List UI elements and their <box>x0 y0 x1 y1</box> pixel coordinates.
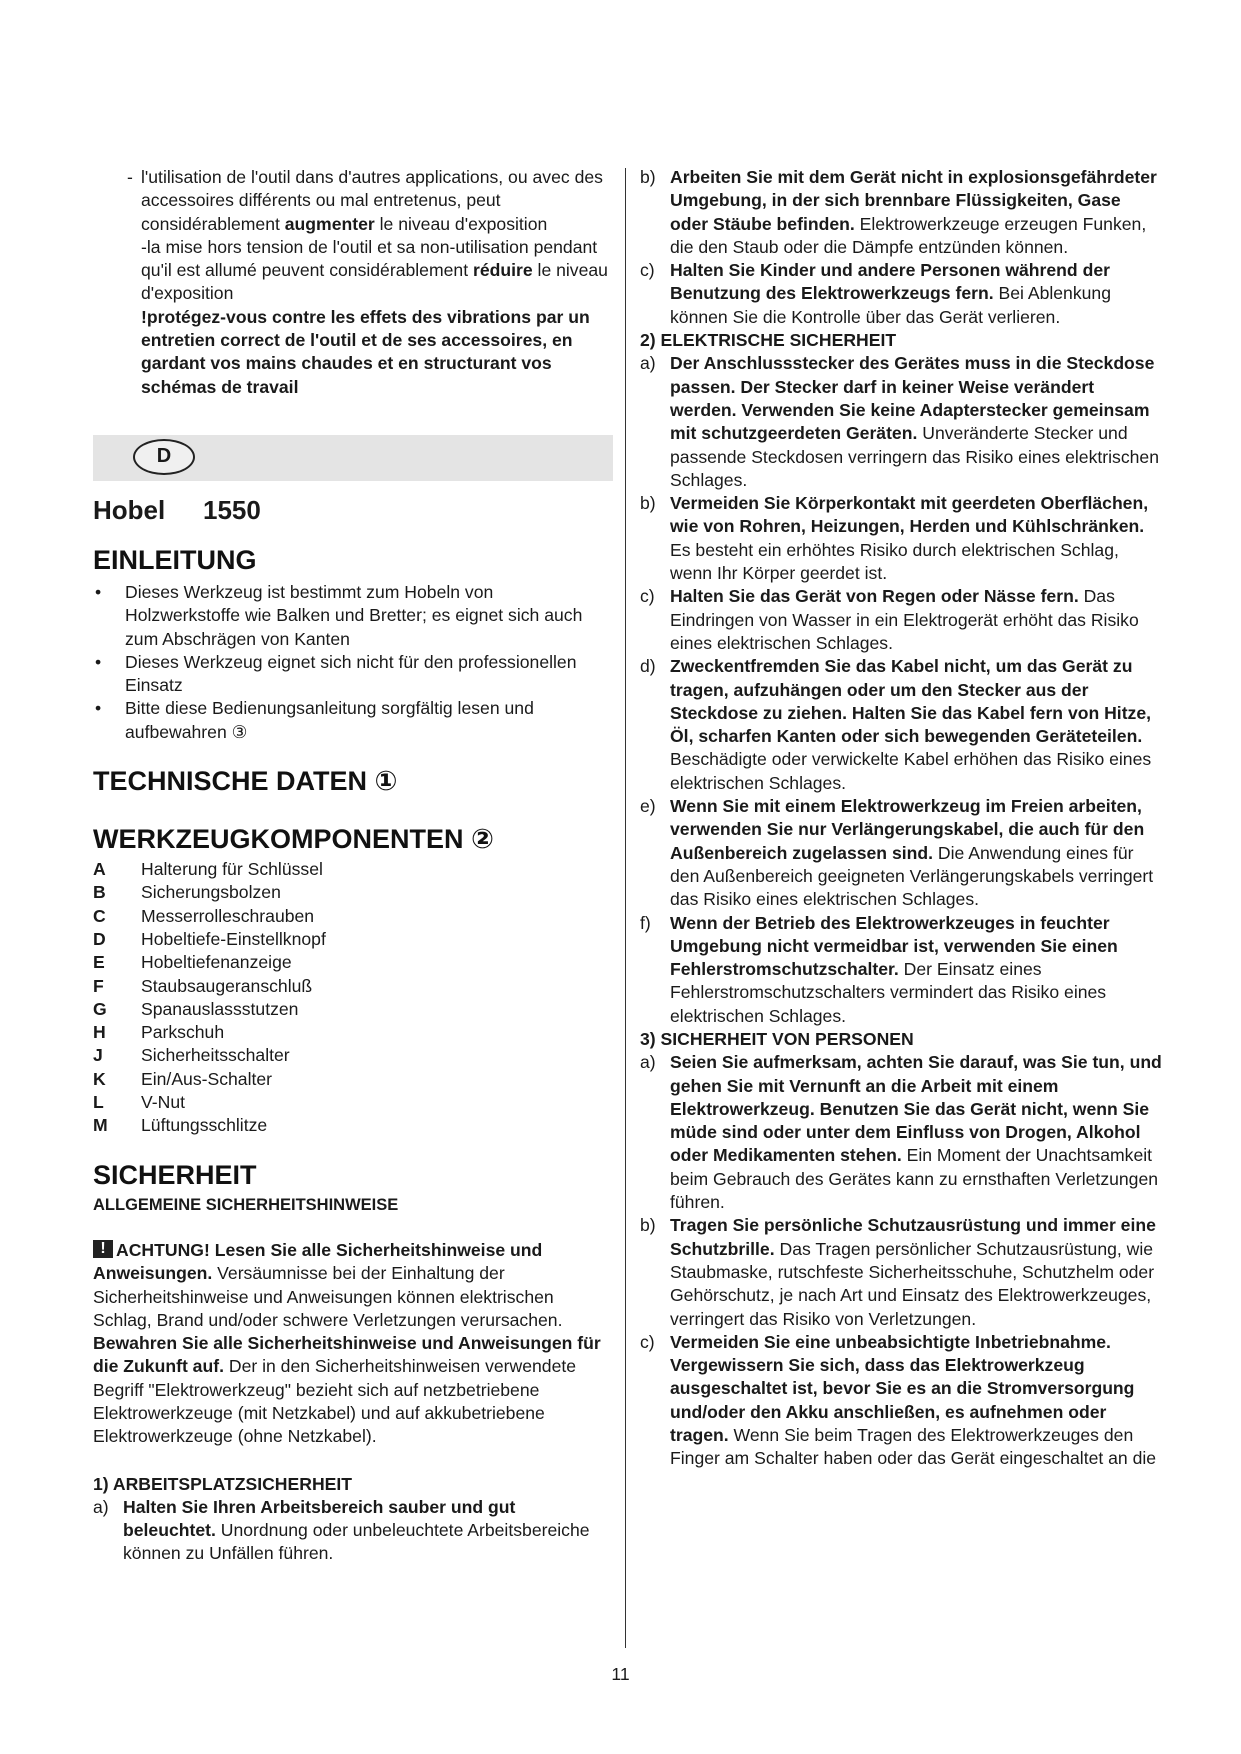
fr-protect-note: !protégez-vous contre les effets des vibrations par un entretien correct de l'outil et de ses accessoires, en gardant vos mains chaudes et en structurant vos schémas de travail <box>141 306 590 397</box>
component-label: Hobeltiefenanzeige <box>141 952 292 973</box>
item-marker: a) <box>640 1052 656 1073</box>
item-marker: b) <box>640 493 656 514</box>
component-label: Sicherungsbolzen <box>141 882 281 903</box>
warning-icon <box>93 1240 113 1258</box>
personen-title: 3) SICHERHEIT VON PERSONEN <box>640 1028 914 1049</box>
component-row <box>93 881 613 904</box>
item-marker: e) <box>640 796 656 817</box>
product-number: 1550 <box>203 494 261 525</box>
component-label: Messerrolleschrauben <box>141 905 315 926</box>
component-row <box>93 928 613 951</box>
component-label: Hobeltiefe-Einstellknopf <box>141 928 326 949</box>
safety-item: c) Halten Sie Kinder und andere Personen während der Benutzung des Elektrowerkzeugs fern. Bei Ablenkung können Sie die Kontrolle über das Gerät verlieren. <box>640 260 1111 327</box>
safety-item: b) Tragen Sie persönliche Schutzausrüstung und immer eine Schutzbrille. Das Tragen persönlicher Schutzausrüstung, wie Staubmaske, rutschfeste Sicherheitsschuhe, Schutzhelm oder Gehörschutz, je nach Art und Einsatz des Elektrowerkzeuges, verringert das Risiko von Verletzungen. <box>640 1215 1156 1329</box>
component-key: J <box>93 1045 103 1066</box>
components-list <box>93 858 613 1138</box>
achtung-paragraph: !ACHTUNG! Lesen Sie alle Sicherheitshinweise und Anweisungen. Versäumnisse bei der Einhaltung der Sicherheitshinweise und Anweisungen können elektrischen Schlag, Brand und/oder schwere Verletzungen verursachen. Bewahren Sie alle Sicherheitshinweise und Anweisungen für die Zukunft auf. Der in den Sicherheitshinweisen verwendete Begriff "Elektrowerkzeug" bezieht sich auf netzbetriebene Elektrowerkzeuge (mit Netzkabel) und auf akkubetriebene Elektrowerkzeuge (ohne Netzkabel). <box>93 1239 613 1449</box>
component-row <box>93 905 613 928</box>
safety-item: f) Wenn der Betrieb des Elektrowerkzeuges in feuchter Umgebung nicht vermeidbar ist, verwenden Sie einen Fehlerstromschutzschalter. Der Einsatz eines Fehlerstromschutzschalters vermindert das Risiko eines elektrischen Schlages. <box>640 912 1118 1026</box>
component-key: B <box>93 882 106 903</box>
component-label: Lüftungsschlitze <box>141 1115 268 1136</box>
component-row <box>93 1114 613 1137</box>
safety-item: c) Halten Sie das Gerät von Regen oder Nässe fern. Das Eindringen von Wasser in ein Elektrogerät erhöht das Risiko eines elektrischen Schlages. <box>640 586 1139 653</box>
einleitung-item: • Dieses Werkzeug ist bestimmt zum Hobeln von Holzwerkstoffe wie Balken und Bretter; es eignet sich auch zum Abschrägen von Kanten <box>95 581 583 649</box>
component-row <box>93 1068 613 1091</box>
component-row <box>93 1044 613 1067</box>
component-key: E <box>93 952 105 973</box>
component-row <box>93 998 613 1021</box>
elektrisch-title: 2) ELEKTRISCHE SICHERHEIT <box>640 330 897 351</box>
left-column <box>93 166 613 1566</box>
product-title <box>93 493 613 527</box>
fr-dash-item-1: - l'utilisation de l'outil dans d'autres applications, ou avec des accessoires différents ou mal entretenus, peut considérablement augmenter le niveau d'exposition <box>127 167 603 234</box>
item-marker: a) <box>640 353 656 374</box>
component-key: H <box>93 1022 106 1043</box>
personen-items <box>640 1051 1162 1470</box>
component-key: G <box>93 998 107 1019</box>
component-key: A <box>93 859 106 880</box>
component-label: Staubsaugeranschluß <box>141 975 313 996</box>
item-marker: c) <box>640 586 655 607</box>
item-marker: b) <box>640 167 656 187</box>
item-marker: c) <box>640 260 655 281</box>
component-label: V-Nut <box>141 1092 186 1113</box>
item-marker: f) <box>640 912 651 933</box>
component-label: Ein/Aus-Schalter <box>141 1068 273 1089</box>
einleitung-title: EINLEITUNG <box>93 544 257 575</box>
component-row <box>93 951 613 974</box>
einleitung-item: • Bitte diese Bedienungsanleitung sorgfältig lesen und aufbewahren ③ <box>95 698 534 742</box>
language-badge: D <box>133 439 195 475</box>
component-label: Halterung für Schlüssel <box>141 859 323 880</box>
product-name: Hobel <box>93 494 166 525</box>
safety-item: b) Vermeiden Sie Körperkontakt mit geerdeten Oberflächen, wie von Rohren, Heizungen, Herden und Kühlschränken. Es besteht ein erhöhtes Risiko durch elektrischen Schlag, wenn Ihr Körper geerdet ist. <box>640 493 1149 584</box>
component-key: M <box>93 1115 108 1136</box>
component-key: D <box>93 928 106 949</box>
safety-item: d) Zweckentfremden Sie das Kabel nicht, um das Gerät zu tragen, aufzuhängen oder um den Stecker aus der Steckdose zu ziehen. Halten Sie das Kabel fern von Hitze, Öl, scharfen Kanten oder sich bewegenden Geräteteilen. Beschädigte oder verwickelte Kabel erhöhen das Risiko eines elektrischen Schlages. <box>640 656 1152 793</box>
page-number: 11 <box>611 1664 630 1684</box>
elektrisch-items <box>640 352 1162 1028</box>
item-marker: c) <box>640 1331 655 1352</box>
sicherheit-title: SICHERHEIT <box>93 1159 257 1190</box>
component-key: F <box>93 975 104 996</box>
column-divider <box>625 168 626 1648</box>
language-bar <box>93 435 613 481</box>
safety-item: c) Vermeiden Sie eine unbeabsichtigte Inbetriebnahme. Vergewissern Sie sich, dass das Elektrowerkzeug ausgeschaltet ist, bevor Sie es an die Stromversorgung und/oder den Akku anschließen, es aufnehmen oder tragen. Wenn Sie beim Tragen des Elektrowerkzeuges den Finger am Schalter haben oder das Gerät eingeschaltet an die <box>640 1331 1157 1469</box>
arbeitsplatz-title: 1) ARBEITSPLATZSICHERHEIT <box>93 1473 353 1494</box>
component-row <box>93 858 613 881</box>
components-title: WERKZEUGKOMPONENTEN ② <box>93 824 494 855</box>
safety-item: a) Seien Sie aufmerksam, achten Sie darauf, was Sie tun, und gehen Sie mit Vernunft an die Arbeit mit einem Elektrowerkzeug. Benutzen Sie das Gerät nicht, wenn Sie müde sind oder unter dem Einfluss von Drogen, Alkohol oder Medikamenten stehen. Ein Moment der Unachtsamkeit beim Gebrauch des Gerätes kann zu ernsthaften Verletzungen führen. <box>640 1052 1162 1213</box>
right-column <box>640 166 1162 1471</box>
item-marker: d) <box>640 656 656 677</box>
item-marker: b) <box>640 1215 656 1236</box>
bullet-mark: • <box>95 698 102 719</box>
component-key: K <box>93 1068 106 1089</box>
safety-item: b) Arbeiten Sie mit dem Gerät nicht in explosionsgefährdeter Umgebung, in der sich brennbare Flüssigkeiten, Gase oder Stäube befinden. Elektrowerkzeuge erzeugen Funken, die den Staub oder die Dämpfe entzünden können. <box>640 167 1157 257</box>
safety-item: a) Der Anschlussstecker des Gerätes muss in die Steckdose passen. Der Stecker darf in keiner Weise verändert werden. Verwenden Sie keine Adapterstecker gemeinsam mit schutzgeerdeten Geräten. Unveränderte Stecker und passende Steckdosen verringern das Risiko eines elektrischen Schlages. <box>640 353 1159 490</box>
allgemein-title: ALLGEMEINE SICHERHEITSHINWEISE <box>93 1195 399 1214</box>
component-row <box>93 1021 613 1044</box>
fr-dash-item-2: -la mise hors tension de l'outil et sa non-utilisation pendant qu'il est allumé peuvent considérablement réduire le niveau d'exposition <box>141 236 608 304</box>
safety-item: e) Wenn Sie mit einem Elektrowerkzeug im Freien arbeiten, verwenden Sie nur Verlängerungskabel, die auch für den Außenbereich zugelassen sind. Die Anwendung eines für den Außenbereich geeigneten Verlängerungskabels verringert das Risiko eines elektrischen Schlages. <box>640 796 1154 910</box>
component-label: Sicherheitsschalter <box>141 1045 290 1066</box>
bullet-mark: • <box>95 581 102 602</box>
component-label: Parkschuh <box>141 1022 225 1043</box>
component-row <box>93 975 613 998</box>
einleitung-item: • Dieses Werkzeug eignet sich nicht für den professionellen Einsatz <box>95 651 577 696</box>
bullet-mark: • <box>95 651 102 672</box>
component-label: Spanauslassstutzen <box>141 998 299 1019</box>
component-key: L <box>93 1092 104 1113</box>
arbeitsplatz-item-a: a) Halten Sie Ihren Arbeitsbereich sauber und gut beleuchtet. Unordnung oder unbeleuchtete Arbeitsbereiche können zu Unfällen führen. <box>93 1496 590 1564</box>
arbeitsplatz-items-continued <box>640 166 1162 329</box>
component-row <box>93 1091 613 1114</box>
einleitung-list <box>93 581 613 744</box>
component-key: C <box>93 905 106 926</box>
tech-data-title: TECHNISCHE DATEN ① <box>93 766 398 797</box>
